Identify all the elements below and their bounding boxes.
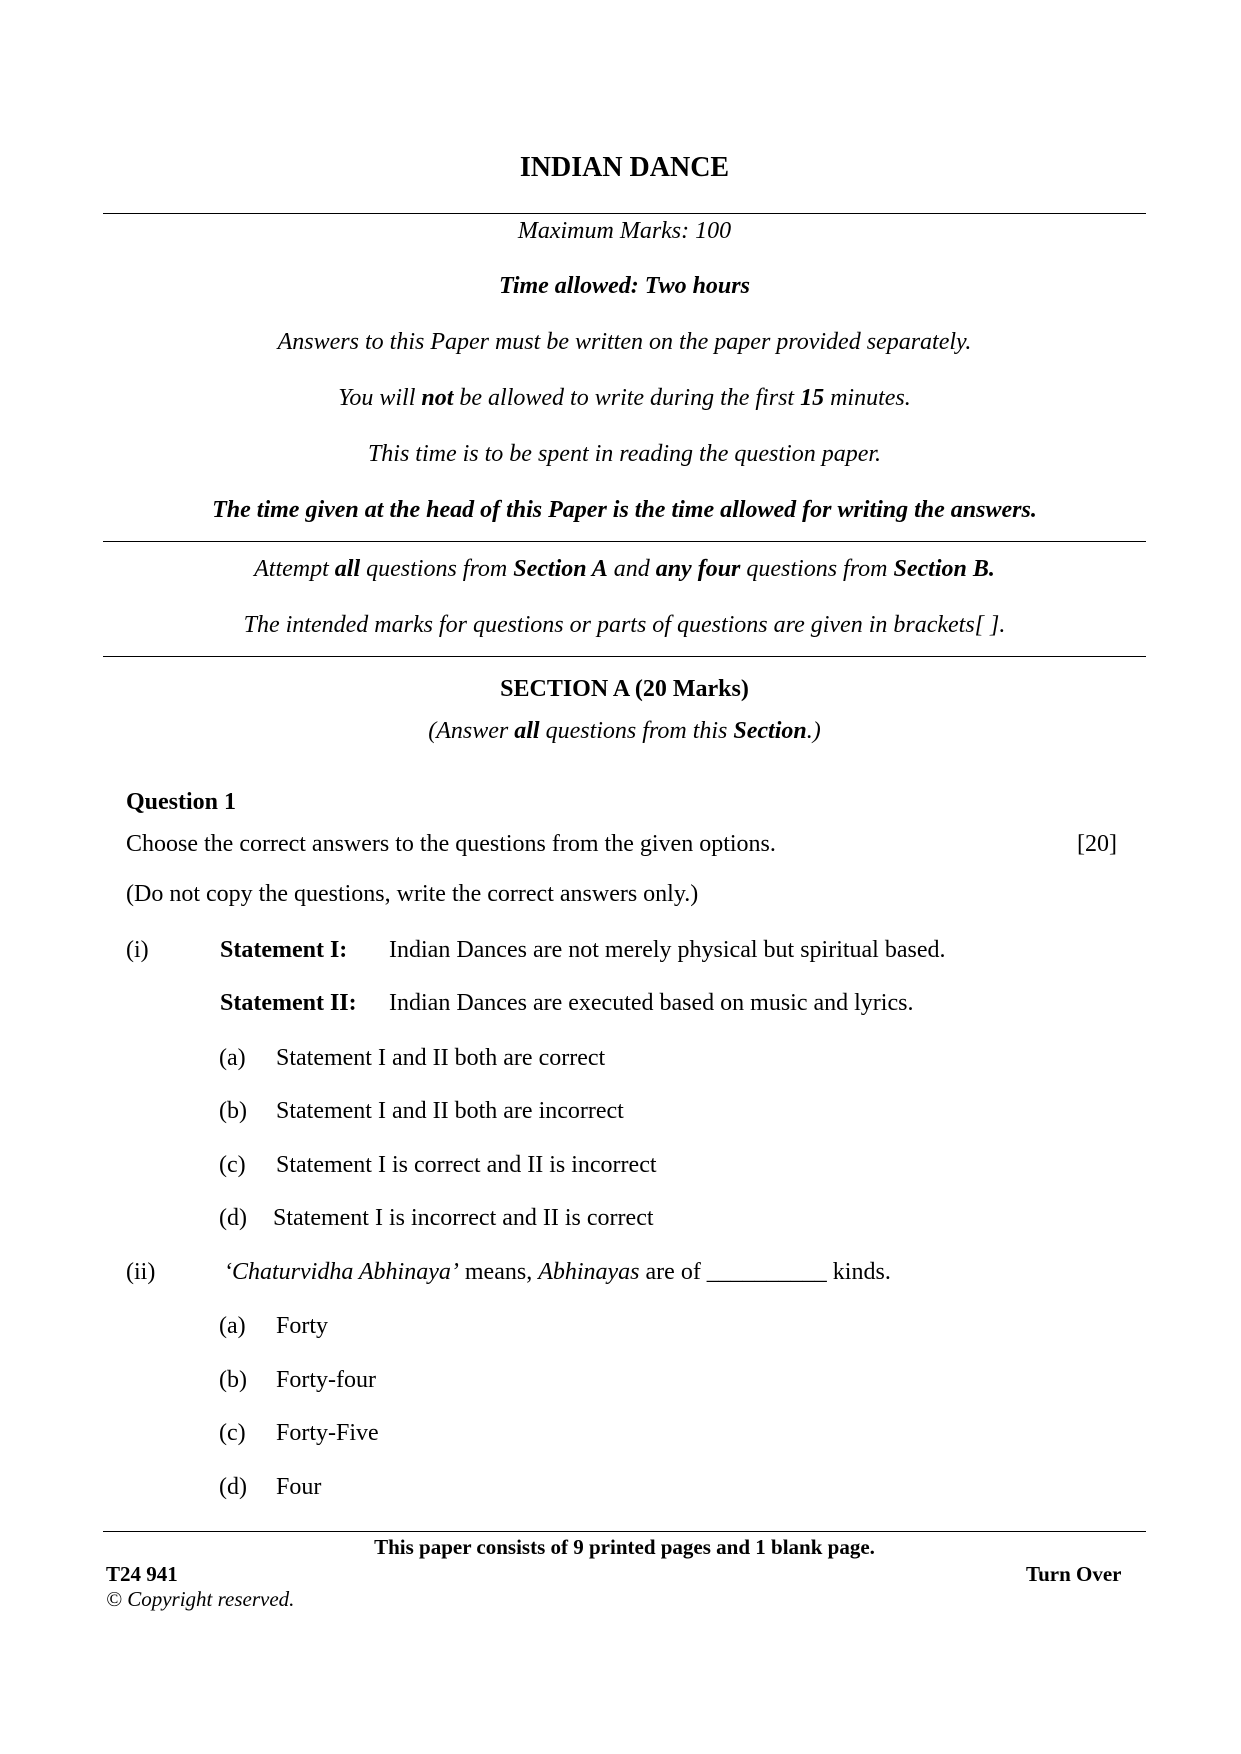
copyright: © Copyright reserved. <box>106 1587 295 1611</box>
marks-note: The intended marks for questions or parts of questions are given in brackets[ ]. <box>243 612 1006 638</box>
option-label: (a) <box>219 1045 246 1071</box>
divider <box>103 656 1146 657</box>
option-label: (b) <box>219 1098 247 1124</box>
paper-code: T24 941 <box>106 1562 178 1586</box>
section-title: SECTION A (20 Marks) <box>500 676 749 702</box>
question-marks: [20] <box>1077 831 1117 857</box>
time-allowed: Time allowed: Two hours <box>499 273 750 299</box>
statement-text: Indian Dances are not merely physical but spiritual based. <box>389 937 946 963</box>
instruction-answers: Answers to this Paper must be written on the paper provided separately. <box>277 329 972 355</box>
option-text: Forty-Five <box>276 1420 379 1446</box>
max-marks: Maximum Marks: 100 <box>517 218 732 244</box>
option-text: Four <box>276 1474 322 1500</box>
attempt-instruction: Attempt all questions from Section A and any four questions from Section B. <box>254 556 995 582</box>
question-prompt: Choose the correct answers to the questions from the given options. <box>126 831 776 857</box>
divider <box>103 541 1146 542</box>
option-label: (d) <box>219 1205 247 1231</box>
statement-label: Statement II: <box>220 990 357 1016</box>
divider <box>103 213 1146 214</box>
option-text: Forty <box>276 1313 329 1339</box>
instruction-reading: This time is to be spent in reading the question paper. <box>367 441 882 467</box>
statement-label: Statement I: <box>220 937 348 963</box>
turn-over: Turn Over <box>1026 1562 1122 1586</box>
option-text: Statement I is correct and II is incorrect <box>276 1152 657 1178</box>
footer-divider <box>103 1531 1146 1532</box>
item-question: ‘Chaturvidha Abhinaya’ means, Abhinayas are of __________ kinds. <box>224 1259 891 1285</box>
option-text: Forty-four <box>276 1367 376 1393</box>
option-text: Statement I and II both are correct <box>276 1045 606 1071</box>
page-count-note: This paper consists of 9 printed pages and 1 blank page. <box>374 1535 875 1559</box>
option-label: (c) <box>219 1420 246 1446</box>
item-number: (i) <box>126 937 149 963</box>
option-label: (a) <box>219 1313 246 1339</box>
page-title: INDIAN DANCE <box>519 152 730 183</box>
question-note: (Do not copy the questions, write the correct answers only.) <box>126 881 699 907</box>
question-heading: Question 1 <box>126 789 237 815</box>
statement-text: Indian Dances are executed based on music and lyrics. <box>389 990 914 1016</box>
item-number: (ii) <box>126 1259 156 1285</box>
instruction-writing-time: The time given at the head of this Paper is the time allowed for writing the answers. <box>212 497 1037 523</box>
option-label: (b) <box>219 1367 247 1393</box>
option-label: (d) <box>219 1474 247 1500</box>
instruction-reading-time: You will not be allowed to write during the first 15 minutes. <box>338 385 911 411</box>
option-text: Statement I is incorrect and II is correct <box>273 1205 654 1231</box>
option-text: Statement I and II both are incorrect <box>276 1098 624 1124</box>
option-label: (c) <box>219 1152 246 1178</box>
section-subtitle: (Answer all questions from this Section.) <box>428 718 821 744</box>
